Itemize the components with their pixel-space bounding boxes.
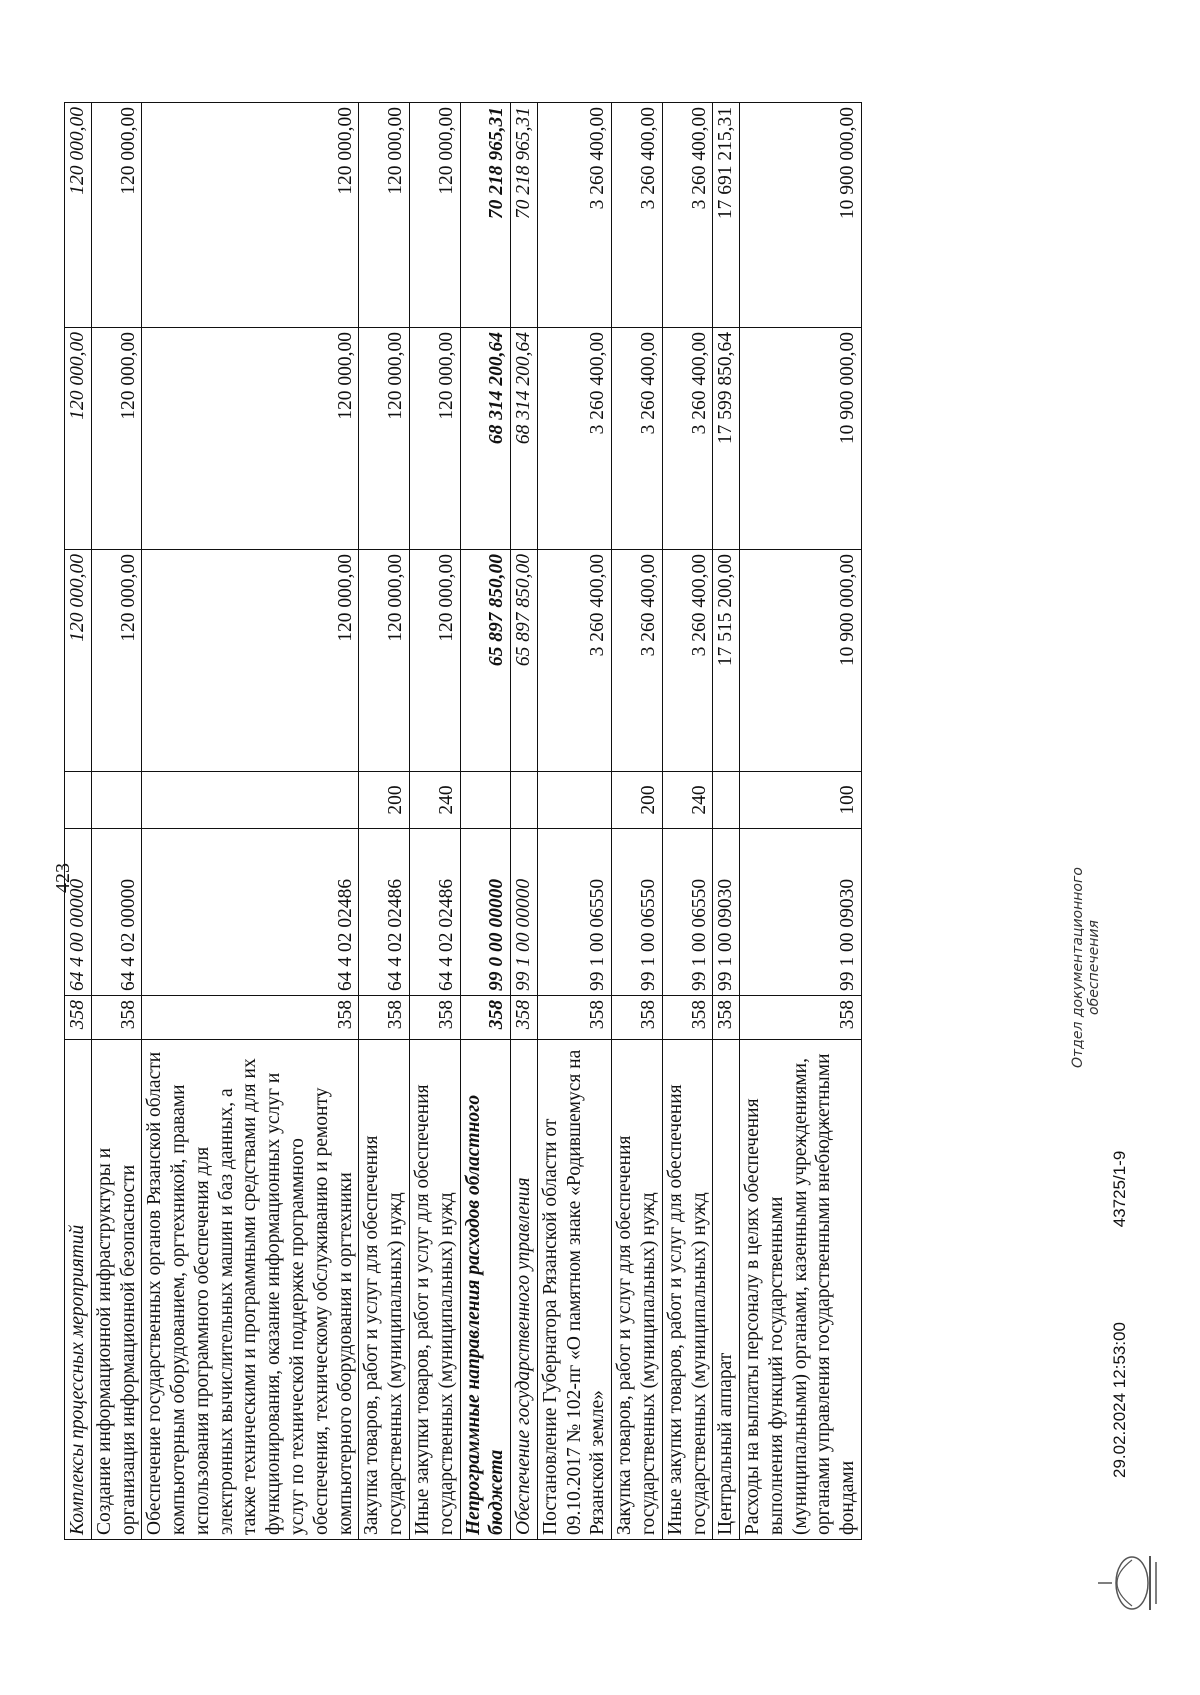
row-amount-year3: 120 000,00 bbox=[359, 103, 410, 328]
row-vr bbox=[91, 772, 142, 829]
row-vr bbox=[713, 772, 740, 829]
row-grbs: 358 bbox=[612, 996, 663, 1040]
row-amount-year2: 120 000,00 bbox=[359, 328, 410, 550]
row-name: Непрограммные направления расходов областного бюджета bbox=[460, 1040, 511, 1540]
row-grbs: 358 bbox=[511, 996, 538, 1040]
row-amount-year3: 3 260 400,00 bbox=[537, 103, 611, 328]
department-stamp bbox=[1070, 867, 1102, 1068]
page-number: 423 bbox=[52, 863, 74, 893]
row-grbs: 358 bbox=[662, 996, 713, 1040]
row-csr: 99 1 00 06550 bbox=[537, 829, 611, 996]
table-row bbox=[511, 103, 538, 1540]
row-vr: 240 bbox=[409, 772, 460, 829]
row-amount-year3: 120 000,00 bbox=[91, 103, 142, 328]
row-amount-year2: 68 314 200,64 bbox=[511, 328, 538, 550]
row-amount-year3: 120 000,00 bbox=[409, 103, 460, 328]
row-amount-year1: 3 260 400,00 bbox=[612, 550, 663, 772]
budget-table bbox=[64, 102, 862, 1540]
row-vr bbox=[142, 772, 359, 829]
row-vr bbox=[460, 772, 511, 829]
table-row bbox=[142, 103, 359, 1540]
row-csr: 99 0 00 00000 bbox=[460, 829, 511, 996]
row-amount-year2: 120 000,00 bbox=[65, 328, 92, 550]
row-amount-year3: 3 260 400,00 bbox=[662, 103, 713, 328]
footer-doc-id: 43725/1-9 bbox=[1110, 1150, 1129, 1228]
row-amount-year1: 120 000,00 bbox=[359, 550, 410, 772]
row-csr: 64 4 02 00000 bbox=[91, 829, 142, 996]
row-vr bbox=[511, 772, 538, 829]
row-grbs: 358 bbox=[65, 996, 92, 1040]
row-amount-year3: 120 000,00 bbox=[142, 103, 359, 328]
row-amount-year1: 65 897 850,00 bbox=[511, 550, 538, 772]
row-name: Обеспечение государственного управления bbox=[511, 1040, 538, 1540]
table-row bbox=[740, 103, 862, 1540]
row-amount-year1: 120 000,00 bbox=[142, 550, 359, 772]
row-amount-year3: 10 900 000,00 bbox=[740, 103, 862, 328]
row-name: Расходы на выплаты персоналу в целях обеспечения выполнения функций государственными (муниципальными) органами, казенными учреждениями, органами управления государственными внебюджетными фондами bbox=[740, 1040, 862, 1540]
row-amount-year3: 70 218 965,31 bbox=[460, 103, 511, 328]
row-amount-year2: 10 900 000,00 bbox=[740, 328, 862, 550]
row-amount-year1: 3 260 400,00 bbox=[537, 550, 611, 772]
row-grbs: 358 bbox=[460, 996, 511, 1040]
row-amount-year1: 120 000,00 bbox=[91, 550, 142, 772]
row-name: Закупка товаров, работ и услуг для обеспечения государственных (муниципальных) нужд bbox=[359, 1040, 410, 1540]
row-amount-year2: 3 260 400,00 bbox=[612, 328, 663, 550]
row-amount-year3: 3 260 400,00 bbox=[612, 103, 663, 328]
row-amount-year2: 120 000,00 bbox=[409, 328, 460, 550]
row-grbs: 358 bbox=[740, 996, 862, 1040]
row-name: Закупка товаров, работ и услуг для обеспечения государственных (муниципальных) нужд bbox=[612, 1040, 663, 1540]
row-csr: 64 4 02 02486 bbox=[409, 829, 460, 996]
row-amount-year2: 120 000,00 bbox=[142, 328, 359, 550]
row-csr: 64 4 00 00000 bbox=[65, 829, 92, 996]
row-amount-year1: 120 000,00 bbox=[65, 550, 92, 772]
row-amount-year1: 17 515 200,00 bbox=[713, 550, 740, 772]
row-name: Комплексы процессных мероприятий bbox=[65, 1040, 92, 1540]
row-csr: 64 4 02 02486 bbox=[359, 829, 410, 996]
table-row bbox=[91, 103, 142, 1540]
row-amount-year1: 10 900 000,00 bbox=[740, 550, 862, 772]
row-name: Иные закупки товаров, работ и услуг для обеспечения государственных (муниципальных) нужд bbox=[409, 1040, 460, 1540]
row-amount-year1: 120 000,00 bbox=[409, 550, 460, 772]
row-grbs: 358 bbox=[537, 996, 611, 1040]
footer-date: 29.02.2024 12:53:00 bbox=[1110, 1322, 1129, 1478]
stamp-line: обеспечения bbox=[1086, 920, 1103, 1015]
table-row bbox=[662, 103, 713, 1540]
row-csr: 99 1 00 06550 bbox=[612, 829, 663, 996]
row-amount-year3: 70 218 965,31 bbox=[511, 103, 538, 328]
row-name: Обеспечение государственных органов Рязанской области компьютерным оборудованием, оргтехникой, правами использования программного обеспечения для электронных вычислительных машин и баз данных, а также техническими и программными средствами для их функционирования, оказание информационных услуг и услуг по технической поддержке программного обеспечения, техническому обслуживанию и ремонту компьютерного оборудования и оргтехники bbox=[142, 1040, 359, 1540]
row-amount-year3: 120 000,00 bbox=[65, 103, 92, 328]
row-vr: 200 bbox=[612, 772, 663, 829]
row-amount-year2: 17 599 850,64 bbox=[713, 328, 740, 550]
table-row bbox=[65, 103, 92, 1540]
row-amount-year3: 17 691 215,31 bbox=[713, 103, 740, 328]
row-vr: 100 bbox=[740, 772, 862, 829]
row-name: Создание информационной инфраструктуры и организация информационной безопасности bbox=[91, 1040, 142, 1540]
row-csr: 99 1 00 00000 bbox=[511, 829, 538, 996]
row-vr: 240 bbox=[662, 772, 713, 829]
row-csr: 99 1 00 06550 bbox=[662, 829, 713, 996]
row-vr bbox=[537, 772, 611, 829]
row-amount-year2: 3 260 400,00 bbox=[662, 328, 713, 550]
row-csr: 64 4 02 02486 bbox=[142, 829, 359, 996]
row-name: Центральный аппарат bbox=[713, 1040, 740, 1540]
row-amount-year2: 3 260 400,00 bbox=[537, 328, 611, 550]
table-row bbox=[460, 103, 511, 1540]
row-name: Постановление Губернатора Рязанской области от 09.10.2017 № 102-пг «О памятном знаке «Родившемуся на Рязанской земле» bbox=[537, 1040, 611, 1540]
row-name: Иные закупки товаров, работ и услуг для обеспечения государственных (муниципальных) нужд bbox=[662, 1040, 713, 1540]
rotated-page bbox=[12, 98, 1187, 1658]
row-amount-year2: 120 000,00 bbox=[91, 328, 142, 550]
row-csr: 99 1 00 09030 bbox=[740, 829, 862, 996]
row-grbs: 358 bbox=[409, 996, 460, 1040]
table-row bbox=[537, 103, 611, 1540]
footer bbox=[1110, 1061, 1130, 1478]
stamp-line: Отдел документационного bbox=[1070, 867, 1086, 1068]
row-vr bbox=[65, 772, 92, 829]
table-row bbox=[409, 103, 460, 1540]
row-grbs: 358 bbox=[142, 996, 359, 1040]
row-amount-year2: 68 314 200,64 bbox=[460, 328, 511, 550]
row-vr: 200 bbox=[359, 772, 410, 829]
row-amount-year1: 65 897 850,00 bbox=[460, 550, 511, 772]
row-csr: 99 1 00 09030 bbox=[713, 829, 740, 996]
document-seal-icon bbox=[1092, 1538, 1162, 1628]
row-grbs: 358 bbox=[713, 996, 740, 1040]
table-row bbox=[612, 103, 663, 1540]
row-grbs: 358 bbox=[91, 996, 142, 1040]
row-grbs: 358 bbox=[359, 996, 410, 1040]
table-row bbox=[359, 103, 410, 1540]
row-amount-year1: 3 260 400,00 bbox=[662, 550, 713, 772]
table-row bbox=[713, 103, 740, 1540]
